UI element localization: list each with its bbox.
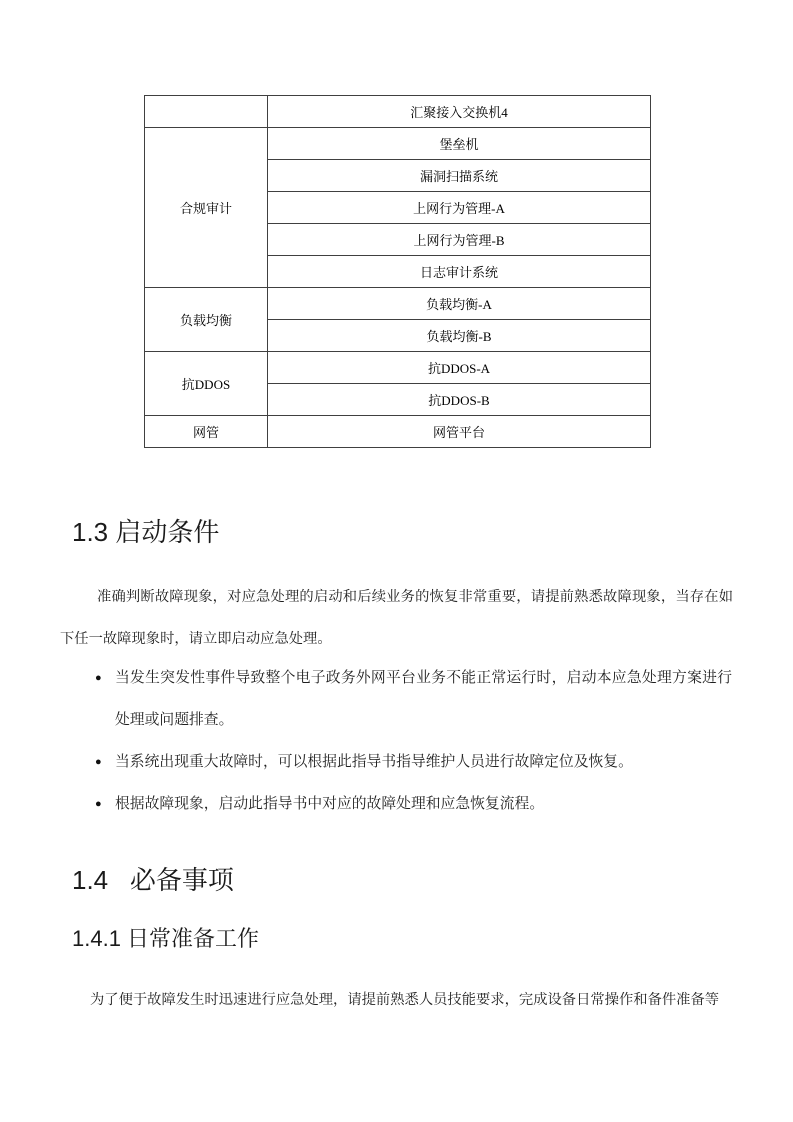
bullet-icon: ● — [95, 798, 102, 810]
device-cell: 上网行为管理-B — [268, 224, 651, 256]
category-cell — [145, 96, 268, 128]
device-cell: 汇聚接入交换机4 — [268, 96, 651, 128]
section-heading-1-3: 1.3 启动条件 — [72, 517, 220, 547]
bullet-text: 当发生突发性事件导致整个电子政务外网平台业务不能正常运行时，启动本应急处理方案进行处理或问题排查。 — [115, 670, 732, 728]
table-row — [145, 288, 651, 320]
section-heading-1-4-1: 1.4.1 日常准备工作 — [72, 926, 260, 951]
section-1-4-1-intro-paragraph: 为了便于故障发生时迅速进行应急处理，请提前熟悉人员技能要求，完成设备日常操作和备件准备等 — [90, 992, 720, 1008]
section-1-3-intro-paragraph: 准确判断故障现象，对应急处理的启动和后续业务的恢复非常重要，请提前熟悉故障现象，当存在如下任一故障现象时，请立即启动应急处理。 — [60, 589, 733, 647]
device-table — [144, 95, 651, 448]
bullet-icon: ● — [95, 756, 102, 768]
category-cell: 负载均衡 — [145, 288, 268, 352]
category-cell: 合规审计 — [145, 128, 268, 288]
device-cell: 漏洞扫描系统 — [268, 160, 651, 192]
category-cell: 抗DDOS — [145, 352, 268, 416]
bullet-item — [60, 741, 733, 783]
device-cell: 上网行为管理-A — [268, 192, 651, 224]
bullet-list — [60, 657, 733, 825]
bullet-item — [60, 657, 733, 741]
device-cell: 负载均衡-A — [268, 288, 651, 320]
bullet-text: 当系统出现重大故障时，可以根据此指导书指导维护人员进行故障定位及恢复。 — [115, 754, 633, 770]
table-row — [145, 96, 651, 128]
device-cell: 负载均衡-B — [268, 320, 651, 352]
bullet-icon: ● — [95, 672, 102, 684]
device-cell: 抗DDOS-A — [268, 352, 651, 384]
table-row — [145, 128, 651, 160]
bullet-item — [60, 783, 733, 825]
device-cell: 抗DDOS-B — [268, 384, 651, 416]
table-row — [145, 416, 651, 448]
device-cell: 日志审计系统 — [268, 256, 651, 288]
device-cell: 网管平台 — [268, 416, 651, 448]
bullet-text: 根据故障现象，启动此指导书中对应的故障处理和应急恢复流程。 — [115, 796, 545, 812]
table-row — [145, 352, 651, 384]
section-heading-1-4: 1.4 必备事项 — [72, 865, 234, 895]
device-cell: 堡垒机 — [268, 128, 651, 160]
category-cell: 网管 — [145, 416, 268, 448]
